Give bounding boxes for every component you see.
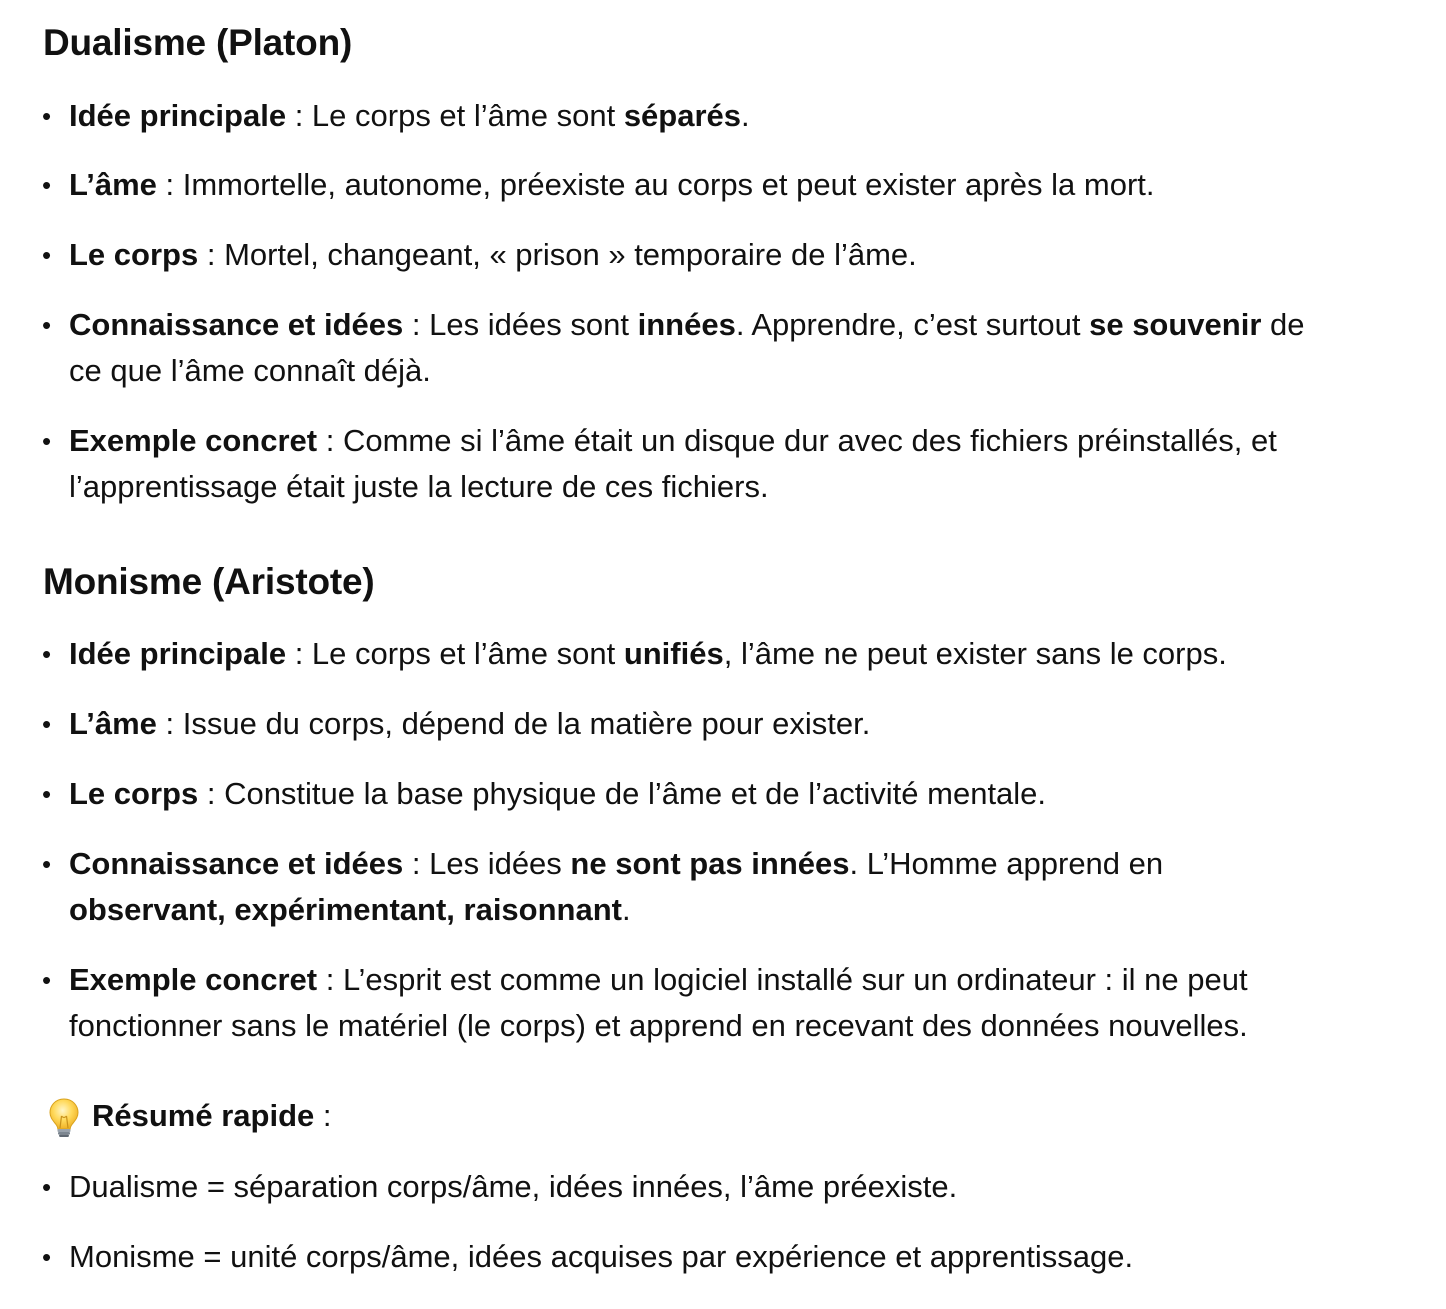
list-item-text bbox=[69, 701, 1422, 747]
list-item-text bbox=[69, 957, 1422, 1003]
item-text-part: Les idées sont bbox=[429, 307, 638, 342]
separator: : bbox=[317, 962, 343, 997]
item-text-part: de bbox=[1261, 307, 1305, 342]
list-item-text-line2 bbox=[69, 348, 1422, 394]
list-item bbox=[42, 631, 1422, 677]
section-heading-monisme: Monisme (Aristote) bbox=[43, 561, 375, 602]
list-item-text: Monisme = unité corps/âme, idées acquises par expérience et apprentissage. bbox=[69, 1239, 1134, 1274]
list-item-text-line2 bbox=[69, 1003, 1422, 1049]
separator: : bbox=[314, 1098, 332, 1133]
list-item-text bbox=[69, 232, 1422, 278]
list-item bbox=[42, 1234, 1422, 1280]
bullet: • bbox=[42, 426, 52, 456]
bullet: • bbox=[42, 101, 52, 131]
item-text-part: Mortel, changeant, « prison » temporaire de l’âme. bbox=[224, 237, 917, 272]
list-item bbox=[42, 771, 1422, 817]
list-item-text-line2 bbox=[69, 464, 1422, 510]
item-label: Exemple concret bbox=[69, 962, 318, 997]
list-item bbox=[42, 162, 1422, 208]
separator: : bbox=[403, 307, 430, 342]
bullet: • bbox=[42, 310, 52, 340]
list-item-text bbox=[69, 162, 1422, 208]
list-item-text bbox=[69, 93, 1422, 139]
item-text-part: l’apprentissage était juste la lecture de ces fichiers. bbox=[69, 469, 769, 504]
separator: : bbox=[198, 237, 225, 272]
item-label: Idée principale bbox=[69, 636, 287, 671]
bullet: • bbox=[42, 1242, 52, 1272]
item-text-part: Issue du corps, dépend de la matière pour exister. bbox=[182, 706, 871, 741]
list-item-text bbox=[69, 771, 1422, 817]
separator: : bbox=[403, 846, 430, 881]
item-text-part: Les idées bbox=[429, 846, 571, 881]
item-text-part: fonctionner sans le matériel (le corps) et apprend en recevant des données nouvelles. bbox=[69, 1008, 1248, 1043]
item-text-part: . Apprendre, c’est surtout bbox=[735, 307, 1090, 342]
item-label: L’âme bbox=[69, 167, 157, 202]
separator: : bbox=[198, 776, 225, 811]
bullet: • bbox=[42, 170, 52, 200]
item-label: Le corps bbox=[69, 776, 199, 811]
item-text-part: Le corps et l’âme sont bbox=[311, 98, 624, 133]
item-text-part: Comme si l’âme était un disque dur avec des fichiers préinstallés, et bbox=[342, 423, 1277, 458]
item-text-part: ce que l’âme connaît déjà. bbox=[69, 353, 431, 388]
item-emphasis: innées bbox=[637, 307, 736, 342]
separator: : bbox=[286, 98, 312, 133]
item-text-part: . L’Homme apprend en bbox=[849, 846, 1164, 881]
summary-heading bbox=[46, 1093, 332, 1139]
item-emphasis: unifiés bbox=[623, 636, 724, 671]
bullet: • bbox=[42, 849, 52, 879]
item-text-part: L’esprit est comme un logiciel installé sur un ordinateur : il ne peut bbox=[342, 962, 1248, 997]
item-label: Le corps bbox=[69, 237, 199, 272]
item-emphasis: ne sont pas innées bbox=[570, 846, 850, 881]
separator: : bbox=[156, 167, 183, 202]
item-label: Exemple concret bbox=[69, 423, 318, 458]
item-text-part: Immortelle, autonome, préexiste au corps et peut exister après la mort. bbox=[182, 167, 1155, 202]
item-text-part: , l’âme ne peut exister sans le corps. bbox=[723, 636, 1227, 671]
bullet: • bbox=[42, 240, 52, 270]
item-label: L’âme bbox=[69, 706, 157, 741]
list-item bbox=[42, 418, 1422, 510]
bullet: • bbox=[42, 779, 52, 809]
list-item-text: Dualisme = séparation corps/âme, idées innées, l’âme préexiste. bbox=[69, 1169, 958, 1204]
section-heading-dualisme: Dualisme (Platon) bbox=[43, 22, 353, 63]
summary-title: Résumé rapide bbox=[92, 1098, 315, 1133]
list-item-text bbox=[69, 631, 1422, 677]
list-item bbox=[42, 701, 1422, 747]
list-item bbox=[42, 841, 1422, 933]
list-item bbox=[42, 93, 1422, 139]
list-item-text-line2 bbox=[69, 887, 1422, 933]
list-item bbox=[42, 232, 1422, 278]
item-text-part: Constitue la base physique de l’âme et de l’activité mentale. bbox=[224, 776, 1047, 811]
list-item-text bbox=[69, 418, 1422, 464]
separator: : bbox=[286, 636, 312, 671]
bullet: • bbox=[42, 965, 52, 995]
bullet: • bbox=[42, 1172, 52, 1202]
separator: : bbox=[156, 706, 183, 741]
item-text-part: . bbox=[621, 892, 631, 927]
bullet: • bbox=[42, 709, 52, 739]
item-label: Connaissance et idées bbox=[69, 846, 404, 881]
list-item-text bbox=[69, 841, 1422, 887]
item-label: Connaissance et idées bbox=[69, 307, 404, 342]
list-item bbox=[42, 957, 1422, 1049]
list-item-text bbox=[69, 302, 1422, 348]
item-emphasis: séparés bbox=[623, 98, 742, 133]
separator: : bbox=[317, 423, 343, 458]
item-label: Idée principale bbox=[69, 98, 287, 133]
list-item bbox=[42, 302, 1422, 394]
item-text-part: . bbox=[741, 98, 750, 133]
list-item bbox=[42, 1164, 1422, 1210]
bullet: • bbox=[42, 639, 52, 669]
item-text-part: Le corps et l’âme sont bbox=[311, 636, 624, 671]
item-emphasis: observant, expérimentant, raisonnant bbox=[69, 892, 622, 927]
light-bulb-icon bbox=[46, 1097, 82, 1139]
item-emphasis: se souvenir bbox=[1089, 307, 1262, 342]
